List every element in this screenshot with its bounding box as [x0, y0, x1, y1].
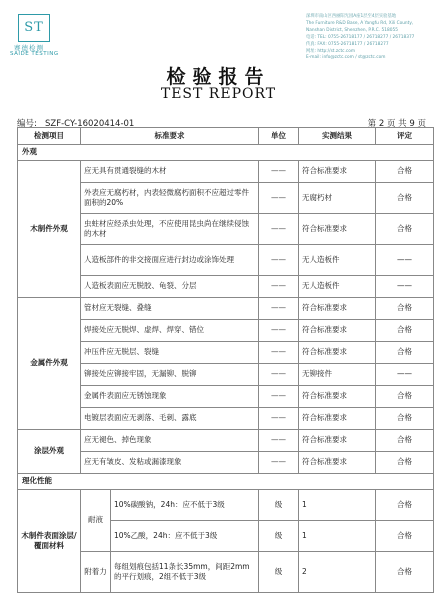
address-line: 电话: TEL: 0755-26718177 / 26718277 / 26718377 — [306, 34, 415, 40]
result-cell: 无人造板件 — [299, 276, 376, 298]
requirement-cell: 管材应无裂缝、叠缝 — [81, 298, 259, 320]
unit-cell: —— — [259, 214, 299, 245]
address-line: Nanshan District, Shenzhen, P.R.C. 518055 — [306, 27, 398, 33]
evaluation-cell: 合格 — [376, 183, 434, 214]
unit-cell: —— — [259, 320, 299, 342]
unit-cell: 级 — [259, 490, 299, 521]
result-cell: 无铆接件 — [299, 364, 376, 386]
unit-cell: —— — [259, 276, 299, 298]
table-row — [18, 364, 434, 386]
requirement-cell: 金属件表面应无锈蚀现象 — [81, 386, 259, 408]
requirement-cell: 10%碳酸钠，24h：应不低于3级 — [111, 490, 259, 521]
table-row — [18, 552, 434, 593]
result-cell: 符合标准要求 — [299, 298, 376, 320]
report-title-english: TEST REPORT — [160, 86, 277, 102]
result-cell: 2 — [299, 552, 376, 593]
sub-item-liquid-resistance: 耐液 — [81, 490, 111, 552]
evaluation-cell: 合格 — [376, 408, 434, 430]
requirement-cell: 人造板部件的非交接面应进行封边或涂饰处理 — [81, 245, 259, 276]
requirement-cell: 应无有皱皮、发粘或漏漆现象 — [81, 452, 259, 474]
unit-cell: —— — [259, 245, 299, 276]
requirement-cell: 人造板表面应无脱胶、龟裂、分层 — [81, 276, 259, 298]
unit-cell: —— — [259, 386, 299, 408]
result-cell: 符合标准要求 — [299, 430, 376, 452]
evaluation-cell: 合格 — [376, 452, 434, 474]
result-cell: 符合标准要求 — [299, 386, 376, 408]
unit-cell: 级 — [259, 521, 299, 552]
requirement-cell: 每组划痕包括11条长35mm，间距2mm的平行划痕，2组不低于3级 — [111, 552, 259, 593]
report-number-label: 编号: — [17, 119, 37, 129]
requirement-cell: 应无褪色、掉色现象 — [81, 430, 259, 452]
result-cell: 符合标准要求 — [299, 408, 376, 430]
address-line: 网址: http://st.zctc.com — [306, 48, 356, 54]
table-row — [18, 452, 434, 474]
unit-cell: —— — [259, 183, 299, 214]
result-cell: 无腐朽材 — [299, 183, 376, 214]
requirement-cell: 焊接处应无脱焊、虚焊、焊穿、错位 — [81, 320, 259, 342]
requirement-cell: 外表应无腐朽材，内表轻微腐朽面积不应超过零件面积的20% — [81, 183, 259, 214]
unit-cell: —— — [259, 408, 299, 430]
table-row — [18, 276, 434, 298]
result-cell: 符合标准要求 — [299, 342, 376, 364]
evaluation-cell: 合格 — [376, 298, 434, 320]
unit-cell: —— — [259, 298, 299, 320]
table-row — [18, 183, 434, 214]
result-cell: 1 — [299, 490, 376, 521]
header-unit: 单位 — [259, 128, 299, 145]
table-row — [18, 430, 434, 452]
requirement-cell: 虫蛀材应经杀虫处理，不应使用昆虫尚在继续侵蚀的木材 — [81, 214, 259, 245]
requirement-cell: 冲压件应无脱层、裂缝 — [81, 342, 259, 364]
table-row — [18, 245, 434, 276]
table-row — [18, 408, 434, 430]
header-result: 实测结果 — [299, 128, 376, 145]
address-line: The Furniture R&D Base, A Yangfu Rd, Xili County, — [306, 20, 414, 26]
unit-cell: —— — [259, 161, 299, 183]
company-address — [306, 14, 432, 62]
group-metal-appearance: 金属件外观 — [18, 298, 81, 430]
group-surface-coating: 木制件表面涂层/覆面材料 — [18, 490, 81, 593]
table-row — [18, 320, 434, 342]
section-row — [18, 145, 434, 161]
evaluation-cell: —— — [376, 245, 434, 276]
result-cell: 符合标准要求 — [299, 214, 376, 245]
result-cell: 符合标准要求 — [299, 452, 376, 474]
evaluation-cell: 合格 — [376, 490, 434, 521]
unit-cell: —— — [259, 452, 299, 474]
page-indicator: 第 2 页 共 9 页 — [367, 119, 426, 129]
evaluation-cell: 合格 — [376, 161, 434, 183]
table-row — [18, 214, 434, 245]
table-row — [18, 298, 434, 320]
evaluation-cell: 合格 — [376, 521, 434, 552]
evaluation-cell: —— — [376, 364, 434, 386]
sub-item-adhesion: 附着力 — [81, 552, 111, 593]
table-row — [18, 161, 434, 183]
evaluation-cell: —— — [376, 276, 434, 298]
report-number-value: SZF-CY-16020414-01 — [44, 119, 135, 129]
unit-cell: —— — [259, 430, 299, 452]
requirement-cell: 铆接处应铆接牢固，无漏铆、脱铆 — [81, 364, 259, 386]
result-cell: 1 — [299, 521, 376, 552]
logo-english-name: SAIDE TESTING — [10, 51, 59, 57]
address-line: 深圳市南山区西丽阳光园A座1层至4层实验基地 — [306, 14, 397, 19]
result-cell: 无人造板件 — [299, 245, 376, 276]
result-cell: 符合标准要求 — [299, 161, 376, 183]
group-wood-appearance: 木制件外观 — [18, 161, 81, 298]
group-coating-appearance: 涂层外观 — [18, 430, 81, 474]
address-line: E-mail: info@zctc.com / st@zctc.com — [306, 55, 386, 61]
requirement-cell: 电镀层表面应无剥落、毛刺、露底 — [81, 408, 259, 430]
report-title-chinese: 检验报告 — [166, 66, 271, 88]
table-header-row — [18, 128, 434, 145]
address-line: 传真: FAX: 0755-26718177 / 26718277 — [306, 41, 389, 47]
section-row — [18, 474, 434, 490]
result-cell: 符合标准要求 — [299, 320, 376, 342]
evaluation-cell: 合格 — [376, 342, 434, 364]
unit-cell: 级 — [259, 552, 299, 593]
header-evaluation: 评定 — [376, 128, 434, 145]
header-test-item: 检测项目 — [18, 128, 81, 145]
section-appearance: 外观 — [18, 145, 434, 161]
evaluation-cell: 合格 — [376, 552, 434, 593]
header-requirement: 标准要求 — [81, 128, 259, 145]
table-row — [18, 490, 434, 521]
logo-chinese-name: 赛德检测 — [14, 44, 44, 52]
unit-cell: —— — [259, 364, 299, 386]
inspection-table — [17, 127, 434, 593]
table-row — [18, 386, 434, 408]
table-row — [18, 342, 434, 364]
evaluation-cell: 合格 — [376, 386, 434, 408]
unit-cell: —— — [259, 342, 299, 364]
requirement-cell: 应无具有贯通裂缝的木材 — [81, 161, 259, 183]
requirement-cell: 10%乙酸，24h：应不低于3级 — [111, 521, 259, 552]
evaluation-cell: 合格 — [376, 320, 434, 342]
evaluation-cell: 合格 — [376, 430, 434, 452]
logo-mark: ST — [18, 14, 50, 42]
section-physchem: 理化性能 — [18, 474, 434, 490]
evaluation-cell: 合格 — [376, 214, 434, 245]
